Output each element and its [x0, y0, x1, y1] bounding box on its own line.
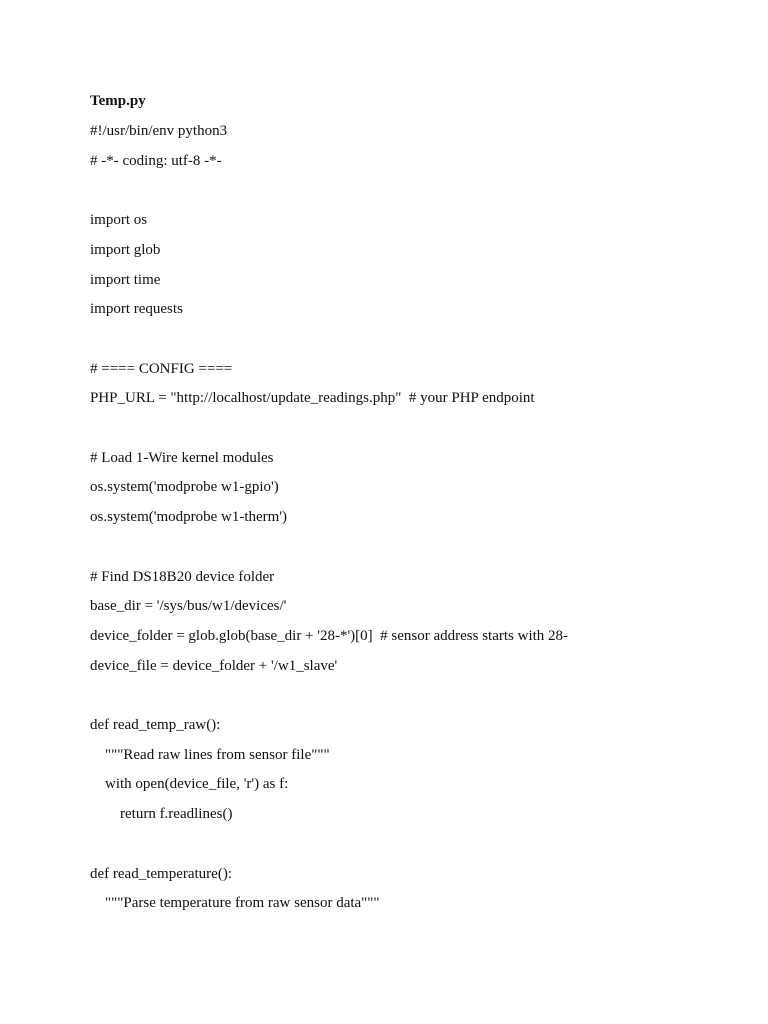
code-line: os.system('modprobe w1-gpio')	[90, 479, 279, 496]
code-line: os.system('modprobe w1-therm')	[90, 509, 288, 526]
code-line: # Load 1-Wire kernel modules	[90, 449, 274, 466]
code-line: """Parse temperature from raw sensor data"""	[90, 895, 380, 912]
code-line: with open(device_file, 'r') as f:	[90, 776, 289, 793]
document-title: Temp.py	[90, 93, 146, 109]
code-line: return f.readlines()	[90, 806, 233, 823]
code-line: """Read raw lines from sensor file"""	[90, 746, 330, 763]
code-line: import glob	[90, 241, 161, 258]
code-line: PHP_URL = "http://localhost/update_readings.php" # your PHP endpoint	[90, 390, 535, 407]
code-line: # ==== CONFIG ====	[90, 360, 233, 377]
code-line: device_folder = glob.glob(base_dir + '28-*')[0] # sensor address starts with 28-	[90, 627, 569, 644]
code-line: device_file = device_folder + '/w1_slave'	[90, 657, 338, 674]
code-line: # -*- coding: utf-8 -*-	[90, 152, 222, 169]
code-line: import time	[90, 271, 161, 288]
code-line: import requests	[90, 301, 183, 318]
code-line: def read_temp_raw():	[90, 717, 221, 733]
code-line: #!/usr/bin/env python3	[90, 123, 228, 139]
code-line: # Find DS18B20 device folder	[90, 568, 275, 585]
code-line: def read_temperature():	[90, 865, 232, 882]
code-line: base_dir = '/sys/bus/w1/devices/'	[90, 598, 287, 615]
code-line: import os	[90, 212, 148, 229]
